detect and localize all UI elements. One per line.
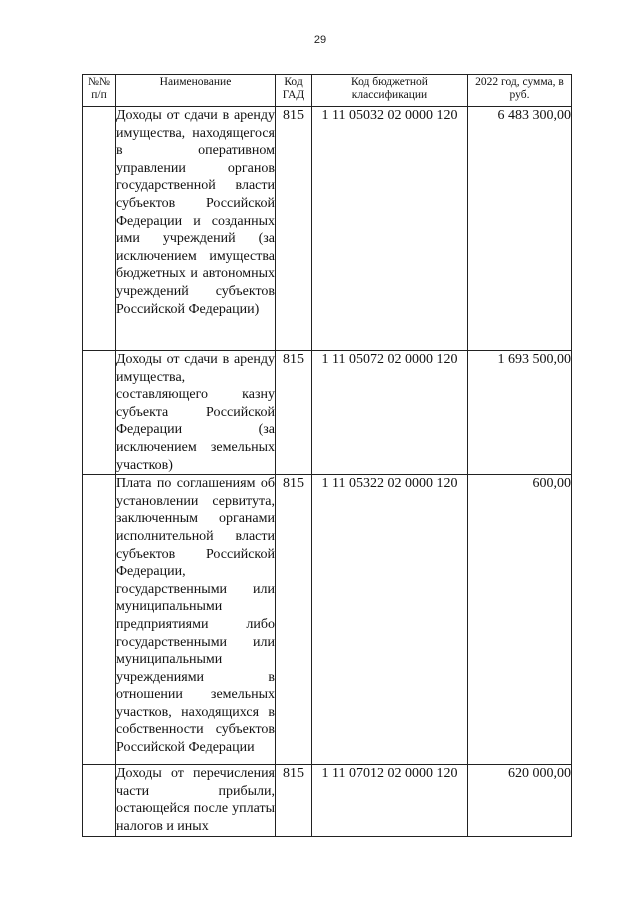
table-row: [83, 107, 572, 351]
row-name: Плата по соглашениям об установлении сервитута, заключенным органами исполнительной власти субъектов Российской Федерации, государственными или муниципальными предприятиями либо государственными или муниципальными учреждениями в отношении земельных участков, находящихся в собственности субъектов Российской Федерации: [116, 475, 276, 765]
table-row: [83, 765, 572, 837]
row-gad-code: 815: [276, 765, 312, 837]
budget-revenue-table: [82, 74, 572, 837]
row-name: Доходы от сдачи в аренду имущества, составляющего казну субъекта Российской Федерации (за исключением земельных участков): [116, 351, 276, 475]
row-number: [83, 351, 116, 475]
row-budget-code: 1 11 05072 02 0000 120: [312, 351, 468, 475]
header-gad-code: Код ГАД: [276, 75, 312, 107]
row-number: [83, 765, 116, 837]
table-row: [83, 351, 572, 475]
row-amount: 6 483 300,00: [468, 107, 572, 351]
row-budget-code: 1 11 05322 02 0000 120: [312, 475, 468, 765]
table-row: [83, 475, 572, 765]
page-number: 29: [313, 34, 327, 46]
row-name: Доходы от перечисления части прибыли, остающейся после уплаты налогов и иных: [116, 765, 276, 837]
header-name: Наименование: [116, 75, 276, 107]
row-gad-code: 815: [276, 351, 312, 475]
row-number: [83, 107, 116, 351]
table-header-row: [83, 75, 572, 107]
header-budget-classification-code: Код бюджетной классификации: [312, 75, 468, 107]
row-amount: 600,00: [468, 475, 572, 765]
row-number: [83, 475, 116, 765]
row-gad-code: 815: [276, 107, 312, 351]
row-amount: 620 000,00: [468, 765, 572, 837]
row-amount: 1 693 500,00: [468, 351, 572, 475]
row-budget-code: 1 11 07012 02 0000 120: [312, 765, 468, 837]
header-amount-2022: 2022 год, сумма, в руб.: [468, 75, 572, 107]
row-budget-code: 1 11 05032 02 0000 120: [312, 107, 468, 351]
header-number: №№ п/п: [83, 75, 116, 107]
row-gad-code: 815: [276, 475, 312, 765]
row-name: Доходы от сдачи в аренду имущества, находящегося в оперативном управлении органов государственной власти субъектов Российской Федерации и созданных ими учреждений (за исключением имущества бюджетных и автономных учреждений субъектов Российской Федерации): [116, 107, 276, 351]
